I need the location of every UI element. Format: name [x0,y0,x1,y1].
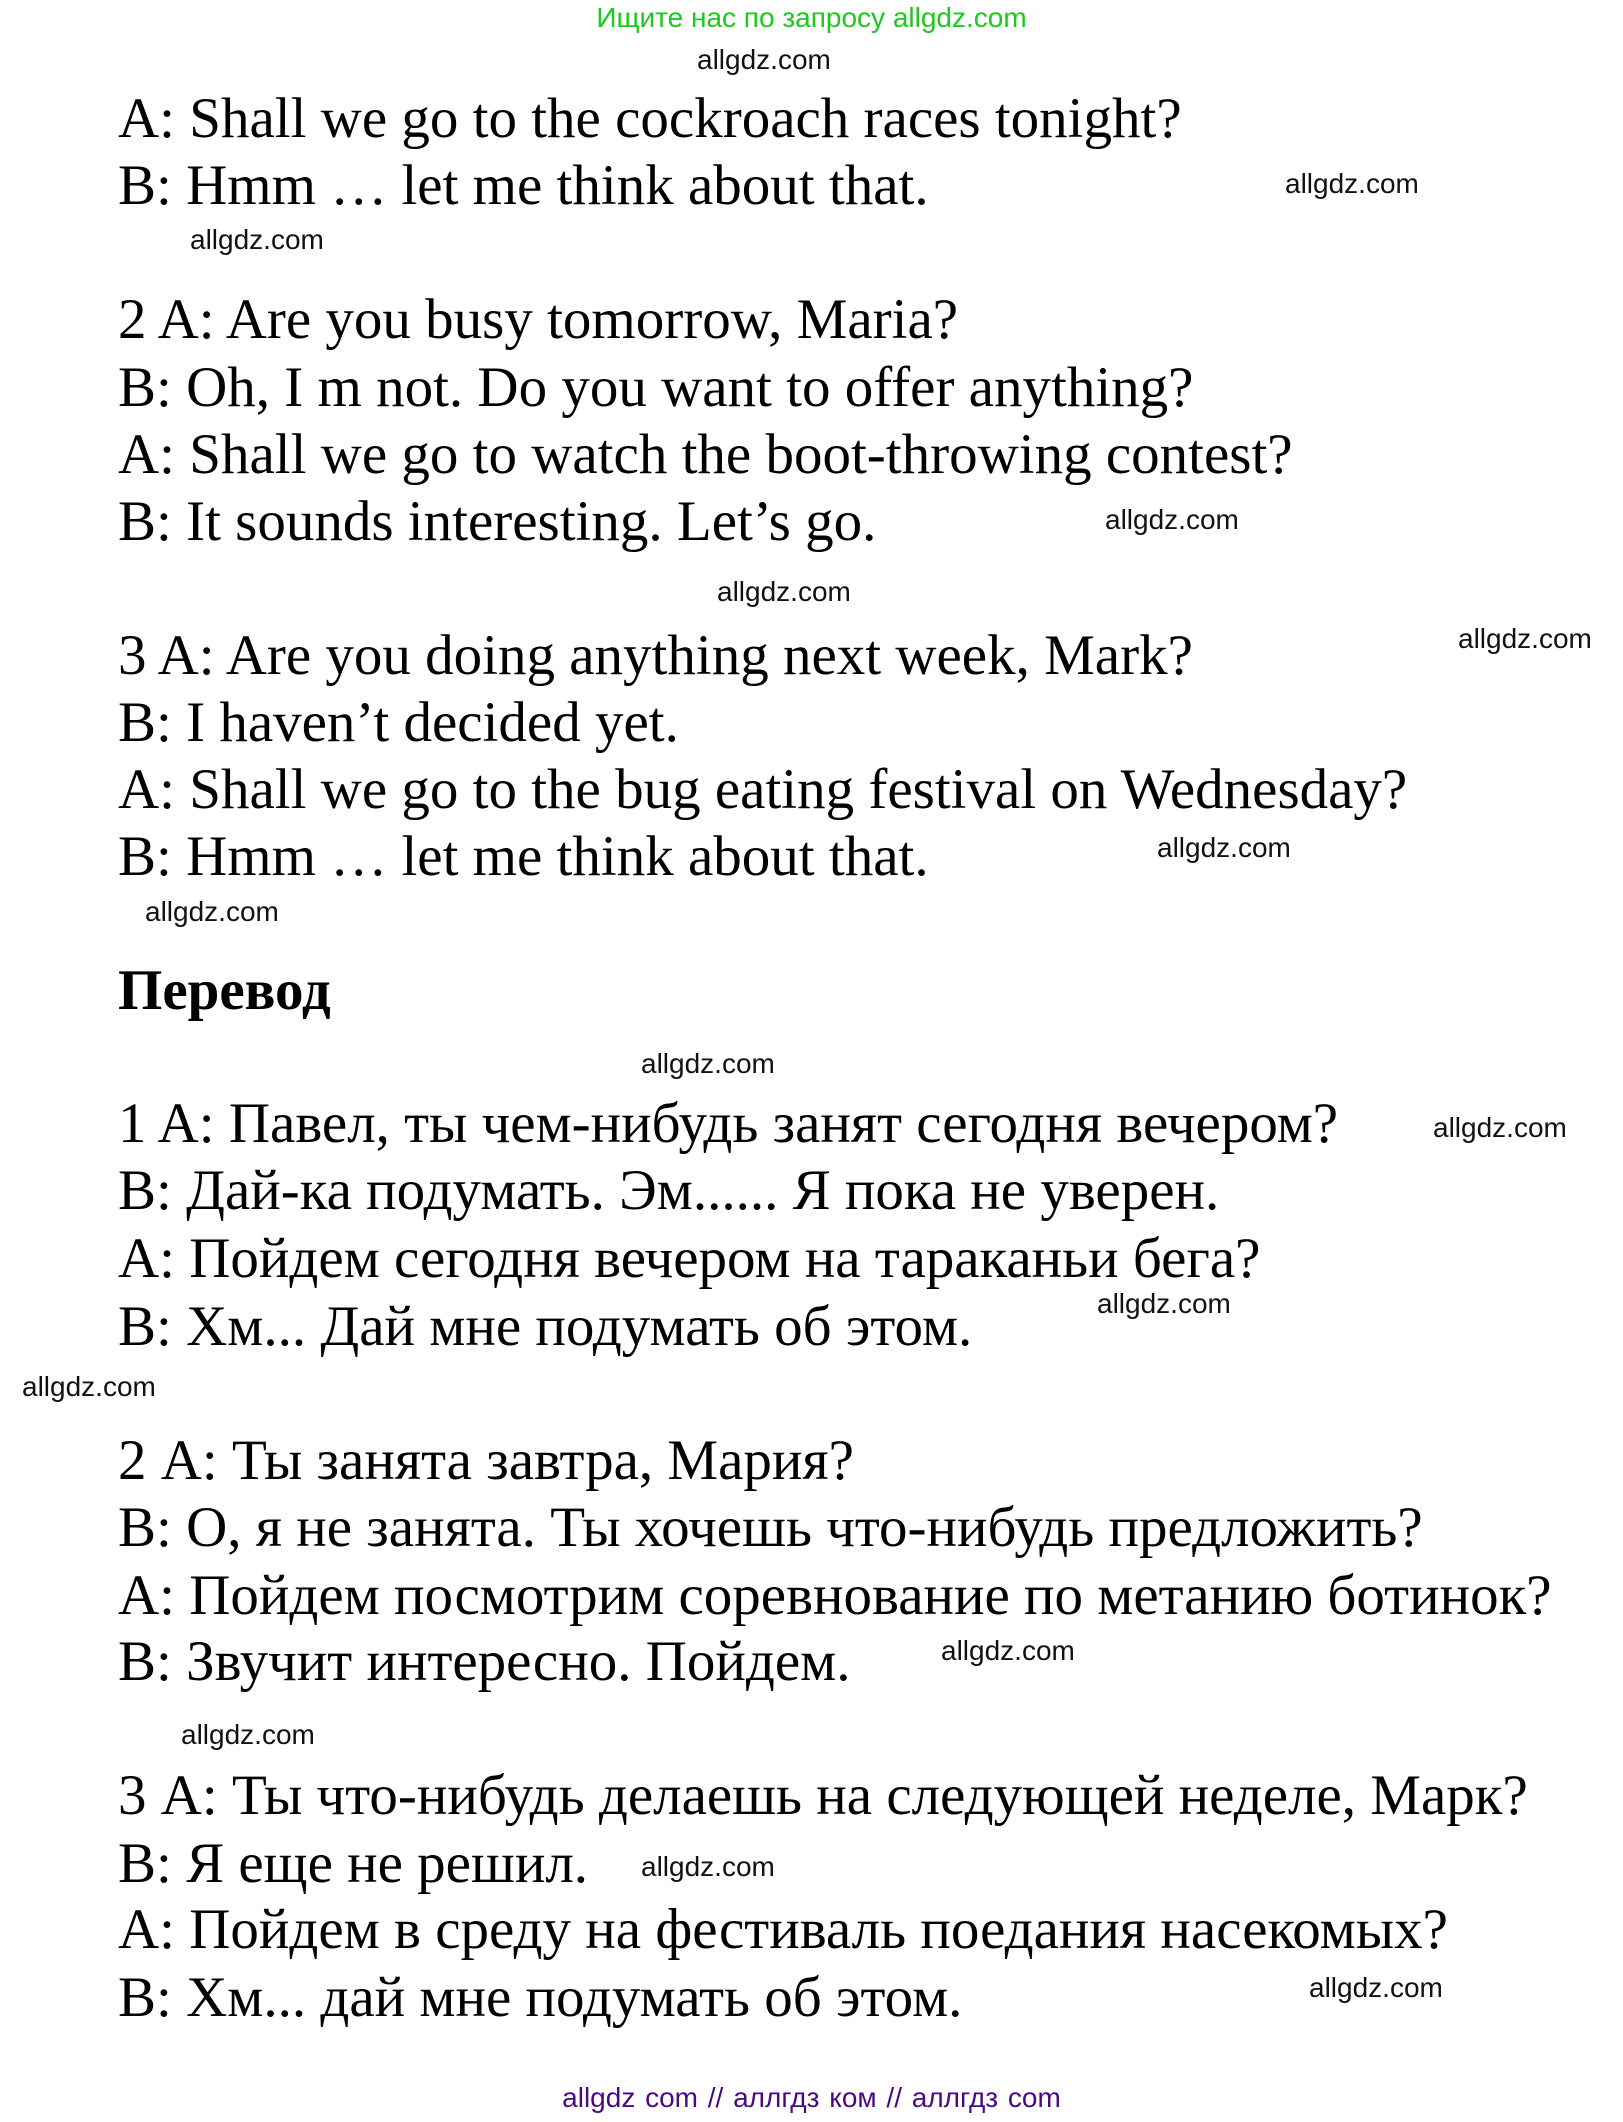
dialogue-line: A: Shall we go to watch the boot-throwing contest? [118,423,1293,486]
dialogue-line: А: Пойдем в среду на фестиваль поедания насекомых? [118,1898,1448,1961]
dialogue-line: B: I haven’t decided yet. [118,691,679,754]
dialogue-line: В: Звучит интересно. Пойдем. [118,1630,851,1693]
dialogue-line: A: Shall we go to the bug eating festival on Wednesday? [118,758,1408,821]
dialogue-line: В: Дай-ка подумать. Эм...... Я пока не уверен. [118,1159,1220,1222]
dialogue-line: B: It sounds interesting. Let’s go. [118,490,877,553]
watermark: allgdz.com [190,224,324,255]
dialogue-line: A: Shall we go to the cockroach races tonight? [118,87,1182,150]
watermark: allgdz.com [1433,1112,1567,1143]
watermark: allgdz.com [641,1048,775,1079]
dialogue-line: 2 A: Are you busy tomorrow, Maria? [118,288,959,351]
dialogue-line: 2 А: Ты занята завтра, Мария? [118,1429,854,1492]
dialogue-line: 1 A: Павел, ты чем-нибудь занят сегодня вечером? [118,1092,1339,1155]
search-promo-banner: Ищите нас по запросу allgdz.com [596,2,1027,33]
watermark: allgdz.com [1157,832,1291,863]
dialogue-line: B: Hmm … let me think about that. [118,825,929,888]
dialogue-line: В: Хм... дай мне подумать об этом. [118,1966,963,2029]
dialogue-line: 3 A: Are you doing anything next week, Mark? [118,624,1193,687]
watermark: allgdz.com [1458,623,1592,654]
watermark: allgdz.com [697,44,831,75]
watermark: allgdz.com [1285,168,1419,199]
watermark: allgdz.com [1309,1972,1443,2003]
dialogue-line: А: Пойдем сегодня вечером на тараканьи бега? [118,1227,1261,1290]
watermark: allgdz.com [145,896,279,927]
dialogue-line: 3 А: Ты что-нибудь делаешь на следующей неделе, Марк? [118,1764,1528,1827]
watermark: allgdz.com [1097,1288,1231,1319]
watermark: allgdz.com [181,1719,315,1750]
dialogue-line: В: Хм... Дай мне подумать об этом. [118,1295,973,1358]
watermark: allgdz.com [641,1851,775,1882]
dialogue-line: B: Oh, I m not. Do you want to offer anything? [118,356,1194,419]
watermark: allgdz.com [941,1635,1075,1666]
watermark: allgdz.com [717,576,851,607]
dialogue-line: B: Hmm … let me think about that. [118,154,929,217]
dialogue-line: В: О, я не занята. Ты хочешь что-нибудь предложить? [118,1496,1423,1559]
footer-watermark: allgdz com // аллгдз ком // аллгдз com [562,2082,1061,2113]
watermark: allgdz.com [22,1371,156,1402]
watermark: allgdz.com [1105,504,1239,535]
dialogue-line: В: Я еще не решил. [118,1832,589,1895]
translation-heading: Перевод [118,959,331,1022]
dialogue-line: А: Пойдем посмотрим соревнование по метанию ботинок? [118,1564,1552,1627]
